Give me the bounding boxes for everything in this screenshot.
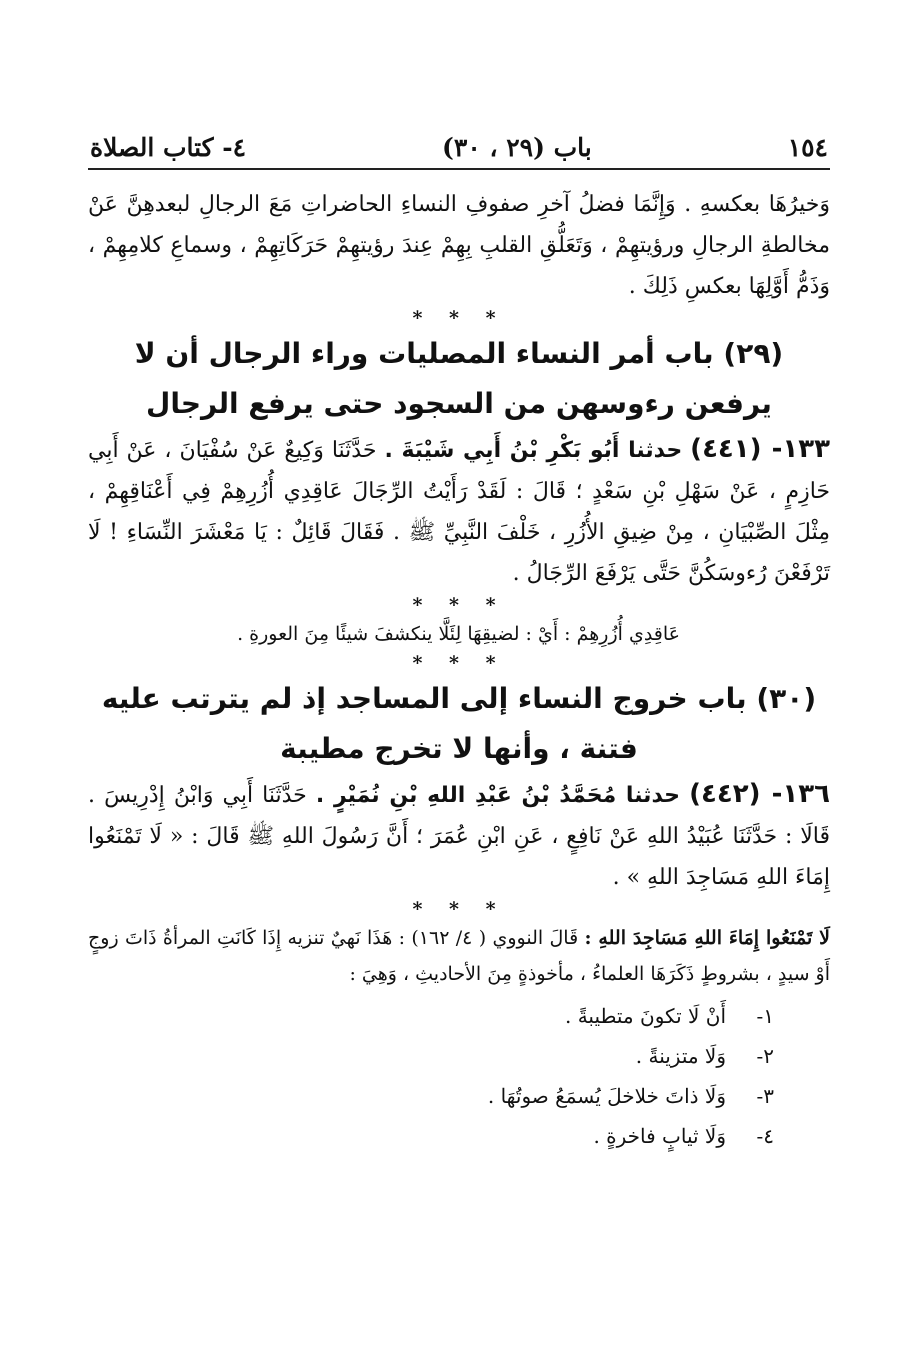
separator-stars: * * *: [412, 594, 506, 616]
list-item: [88, 1076, 774, 1116]
chapter-29-note: عَاقِدِي أُزُرِهِمْ : أَيْ : لضيقِهَا لِئَلَّا ينكشفَ شيئًا مِنَ العورةِ .: [237, 623, 680, 645]
hadith-text: حَدَّثَنَا أَبِي وَابْنُ إِدْرِيسَ . قَالَا : حَدَّثَنَا عُبَيْدُ اللهِ عَنْ نَافِعٍ ، عَنِ ابْنِ عُمَرَ ؛ أَنَّ رَسُولَ اللهِ ﷺ قَالَ : « لَا تَمْنَعُوا إِمَاءَ اللهِ مَسَاجِدَ اللهِ » .: [88, 783, 830, 890]
hadith-133: [88, 429, 830, 594]
hadith-136: [88, 774, 830, 898]
separator-stars: * * *: [412, 307, 506, 329]
list-item-text: وَلَا متزينةً .: [635, 1044, 726, 1068]
separator-stars: * * *: [412, 652, 506, 674]
list-item-text: وَلَا ثيابٍ فاخرةٍ .: [593, 1124, 726, 1148]
intro-paragraph: وَخيرُهَا بعكسهِ . وَإِنَّمَا فضلُ آخرِ صفوفِ النساءِ الحاضراتِ مَعَ الرجالِ لبعدهِنَّ عَنْ مخالطةِ الرجالِ ورؤيتهِمْ ، وَتَعَلُّقِ القلبِ بِهِمْ عِندَ رؤيتهِمْ حَرَكَاتِهِمْ ، وسماعِ كلامِهِمْ ، وَذَمُّ أَوَّلِهَا بعكسِ ذَلِكَ .: [88, 192, 830, 299]
chapter-29-title: (٢٩) باب أمر النساء المصليات وراء الرجال أن لا يرفعن رءوسهن من السجود حتى يرفع الرجال: [134, 337, 784, 420]
book-page: [88, 128, 830, 1156]
list-item: [88, 1036, 774, 1076]
hadith-chain: حدثنا أَبُو بَكْرِ بْنُ أَبِي شَيْبَةَ .: [384, 438, 683, 463]
note-text: قَالَ النووي ( ٤/ ١٦٢) : هَذَا نَهيٌ تنزيه إِذَا كَانَتِ المرأةُ ذَاتَ زوجٍ أَوْ سيدٍ ، بشروطٍ ذَكَرَهَا العلماءُ ، مأخوذةٍ مِنَ الأحاديثِ ، وَهِيَ :: [88, 927, 830, 985]
note-keyword: لَا تَمْنَعُوا إِمَاءَ اللهِ مَسَاجِدَ اللهِ :: [584, 927, 830, 949]
chapter-30-title: (٣٠) باب خروج النساء إلى المساجد إذ لم يترتب عليه فتنة ، وأنها لا تخرج مطيبة: [101, 682, 817, 765]
separator-stars: * * *: [412, 898, 506, 920]
hadith-chain: حدثنا مُحَمَّدُ بْنُ عَبْدِ اللهِ بْنِ نُمَيْرٍ .: [315, 783, 681, 808]
list-item-number: ٤-: [756, 1124, 774, 1148]
chapter-30-note: [88, 920, 830, 992]
conditions-list: [88, 996, 830, 1156]
list-item-number: ٣-: [756, 1084, 774, 1108]
hadith-number: ١٣٦- (٤٤٢): [689, 779, 831, 809]
list-item-text: أَنْ لَا تكونَ متطيبةً .: [564, 1004, 726, 1028]
page-number: ١٥٤: [787, 133, 828, 162]
list-item: [88, 996, 774, 1036]
page-header: [88, 128, 830, 170]
book-title: ٤- كتاب الصلاة: [90, 133, 247, 162]
chapter-reference: باب (٢٩ ، ٣٠): [442, 133, 592, 162]
list-item-number: ٢-: [756, 1044, 774, 1068]
hadith-number: ١٣٣- (٤٤١): [690, 434, 830, 464]
list-item-text: وَلَا ذاتَ خلاخلَ يُسمَعُ صوتُهَا .: [487, 1084, 726, 1108]
hadith-text: حَدَّثَنَا وَكِيعٌ عَنْ سُفْيَانَ ، عَنْ أَبِي حَازِمٍ ، عَنْ سَهْلِ بْنِ سَعْدٍ ؛ قَالَ : لَقَدْ رَأَيْتُ الرِّجَالَ عَاقِدِي أُزُرِهِمْ فِي أَعْنَاقِهِمْ ، مِثْلَ الصِّبْيَانِ ، مِنْ ضِيقِ الأُزُرِ ، خَلْفَ النَّبِيِّ ﷺ . فَقَالَ قَائِلٌ : يَا مَعْشَرَ النِّسَاءِ ! لَا تَرْفَعْنَ رُءوسَكُنَّ حَتَّى يَرْفَعَ الرِّجَالُ .: [88, 438, 830, 586]
list-item: [88, 1116, 774, 1156]
list-item-number: ١-: [756, 1004, 774, 1028]
